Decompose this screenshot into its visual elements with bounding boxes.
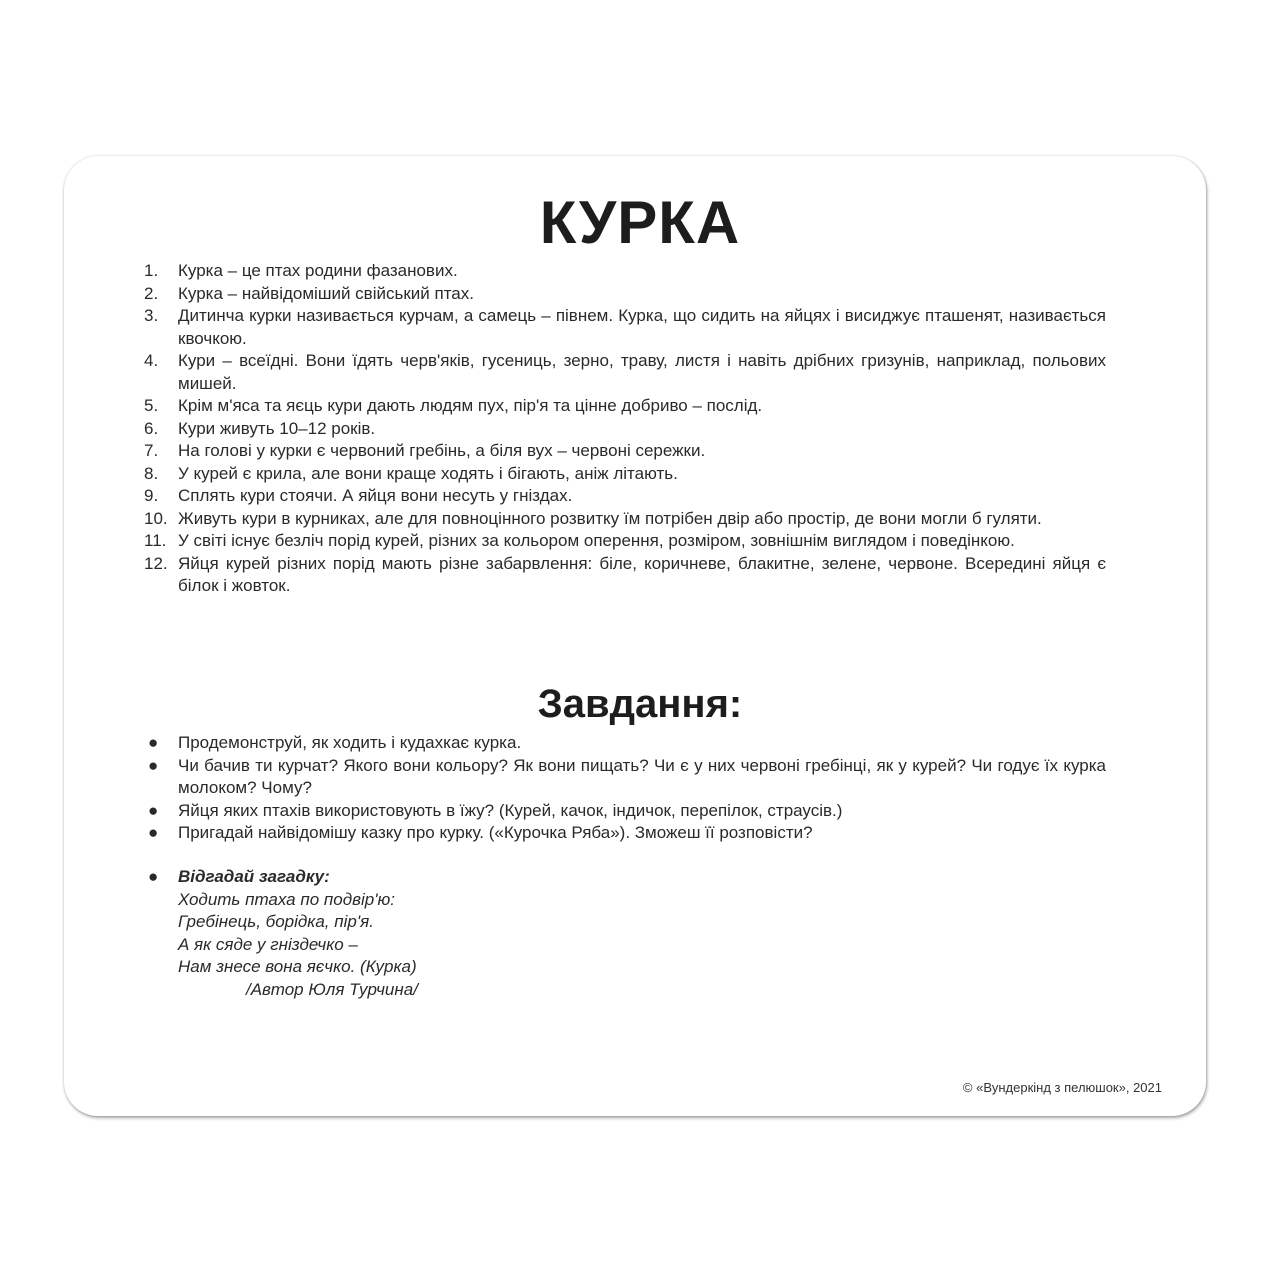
bullet-icon: ● <box>148 867 159 886</box>
bullet-icon: ● <box>148 755 159 775</box>
tasks-heading: Завдання: <box>537 682 743 726</box>
item-text: Чи бачив ти курчат? Якого вони кольору? Як вони пищать? Чи є у них червоні гребінці, як у курей? Чи годує їх курка молоком? Чому? <box>178 755 1106 797</box>
item-number: 2. <box>144 283 159 303</box>
item-text: Курка – це птах родини фазанових. <box>178 261 458 280</box>
item-text: Кури – всеїдні. Вони їдять черв'яків, гусениць, зерно, траву, листя і навіть дрібних гризунів, наприклад, польових мишей. <box>178 351 1106 393</box>
item-text: Дитинча курки називається курчам, а самець – півнем. Курка, що сидить на яйцях і висиджує пташенят, називається квочкою. <box>178 306 1106 348</box>
item-text: Кури живуть 10–12 років. <box>178 418 376 438</box>
riddle-author: /Автор Юля Турчина/ <box>246 979 418 999</box>
riddle-line: Ходить птаха по подвір'ю: <box>178 889 395 909</box>
facts-list <box>144 260 1106 598</box>
item-number: 7. <box>144 441 159 460</box>
item-number: 9. <box>144 486 159 505</box>
list-item <box>144 305 1106 350</box>
list-item <box>144 283 1106 306</box>
list-item <box>144 350 1106 395</box>
list-item <box>144 418 1106 441</box>
list-item <box>144 800 1106 823</box>
item-text: Курка – найвідоміший свійський птах. <box>178 283 474 303</box>
item-text: На голові у курки є червоний гребінь, а біля вух – червоні сережки. <box>178 441 706 460</box>
item-text: У світі існує безліч порід курей, різних за кольором оперення, розміром, зовнішнім виглядом і поведінкою. <box>178 531 1015 550</box>
item-text: Яйця курей різних порід мають різне забарвлення: біле, коричневе, блакитне, зелене, червоне. Всередині яйця є білок і жовток. <box>178 553 1106 595</box>
riddle-heading: Відгадай загадку: <box>178 867 330 886</box>
item-number: 6. <box>144 418 159 438</box>
list-item <box>144 732 1106 755</box>
tasks-list <box>144 732 1106 845</box>
item-number: 8. <box>144 463 159 483</box>
item-text: Сплять кури стоячи. А яйця вони несуть у гніздах. <box>178 486 573 505</box>
item-text: Яйця яких птахів використовують в їжу? (Курей, качок, індичок, перепілок, страусів.) <box>178 800 843 820</box>
item-number: 3. <box>144 306 159 325</box>
riddle-content <box>178 866 418 1001</box>
list-item <box>144 260 1106 283</box>
riddle-block <box>144 866 844 1001</box>
item-number: 4. <box>144 351 159 370</box>
list-item <box>144 440 1106 463</box>
item-text: Крім м'яса та яєць кури дають людям пух, пір'я та цінне добриво – послід. <box>178 396 763 415</box>
bullet-icon: ● <box>148 823 159 842</box>
riddle-line: А як сяде у гніздечко – <box>178 934 358 954</box>
list-item <box>144 485 1106 508</box>
item-text: Пригадай найвідомішу казку про курку. («Курочка Ряба»). Зможеш її розповісти? <box>178 823 813 842</box>
item-text: Продемонструй, як ходить і кудахкає курка. <box>178 733 522 752</box>
bullet-icon: ● <box>148 733 159 752</box>
item-number: 12. <box>144 553 168 573</box>
item-number: 11. <box>144 531 167 550</box>
item-text: Живуть кури в курниках, але для повноцінного розвитку їм потрібен двір або простір, де вони могли б гуляти. <box>178 508 1042 528</box>
page-title: КУРКА <box>539 189 741 256</box>
bullet-icon: ● <box>148 800 159 820</box>
list-item <box>144 395 1106 418</box>
item-number: 1. <box>144 261 159 280</box>
list-item <box>144 530 1106 553</box>
list-item <box>144 553 1106 598</box>
list-item <box>144 822 1106 845</box>
list-item <box>144 508 1106 531</box>
copyright-notice: © «Вундеркінд з пелюшок», 2021 <box>962 1080 1162 1095</box>
item-text: У курей є крила, але вони краще ходять і бігають, аніж літають. <box>178 463 678 483</box>
riddle-line: Гребінець, борідка, пір'я. <box>178 912 374 931</box>
item-number: 5. <box>144 396 159 415</box>
list-item <box>144 755 1106 800</box>
item-number: 10. <box>144 508 168 528</box>
riddle-line: Нам знесе вона яєчко. (Курка) <box>178 957 417 976</box>
list-item <box>144 463 1106 486</box>
